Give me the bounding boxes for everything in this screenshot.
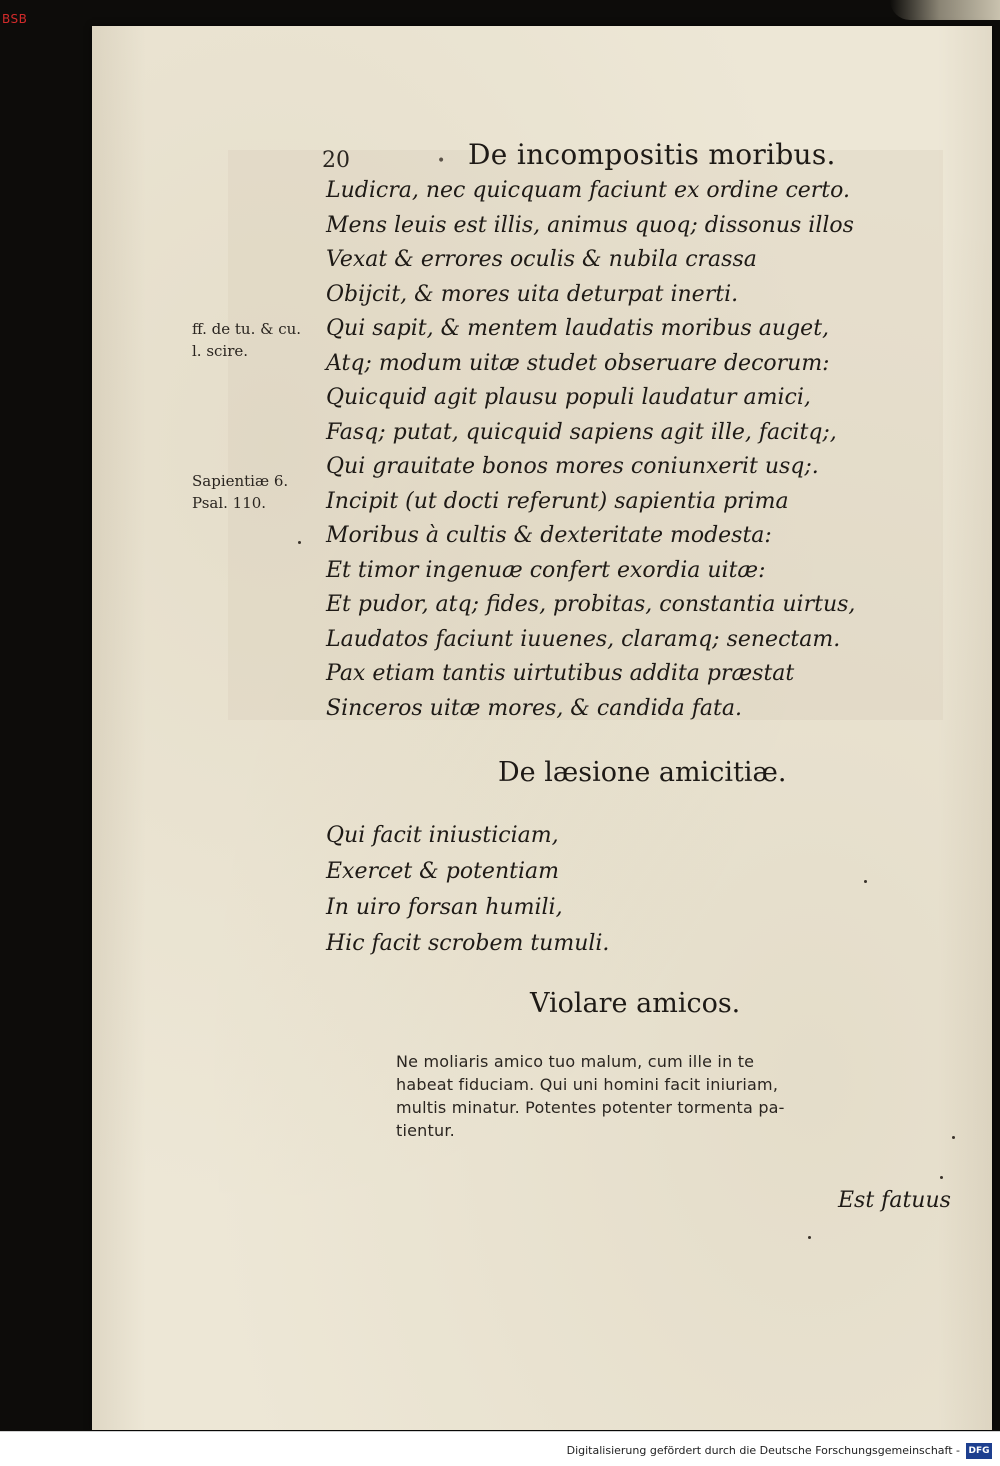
verse-line: Sinceros uitæ mores, & candida fata. (326, 695, 743, 721)
ink-speck (808, 1236, 811, 1239)
ink-speck (952, 1136, 955, 1139)
prose-line: Ne moliaris amico tuo malum, cum ille in te (396, 1052, 755, 1071)
verse-line: Qui facit iniusticiam, (326, 823, 559, 848)
verse-line: Quicquid agit plausu populi laudatur amici, (326, 385, 811, 410)
verse-line: In uiro forsan humili, (326, 895, 563, 920)
main-verse (326, 174, 856, 726)
verse-line: Fasq; putat, quicquid sapiens agit ille, facitq;, (326, 419, 837, 445)
verse-line: Obijcit, & mores uita deturpat inerti. (326, 281, 739, 307)
dfg-logo[interactable]: DFG (966, 1443, 992, 1459)
verse-line: Et pudor, atq; fides, probitas, constantia uirtus, (326, 592, 856, 617)
margin-note-line: l. scire. (192, 342, 249, 360)
ink-speck (298, 541, 301, 544)
short-verse (326, 818, 726, 962)
margin-note-scripture-citation (192, 470, 288, 514)
verse-line: Laudatos faciunt iuuenes, claramq; senectam. (326, 626, 841, 652)
margin-note-line: ff. de tu. & cu. (192, 320, 302, 338)
catchword: Est fatuus (838, 1188, 951, 1213)
verse-line: Pax etiam tantis uirtutibus addita præstat (326, 661, 795, 686)
verse-line: Hic facit scrobem tumuli. (326, 931, 610, 956)
bsb-library-mark: BSB (2, 12, 28, 26)
page-number: 20 (322, 148, 350, 173)
prose-line: habeat fiduciam. Qui uni homini facit iniuriam, (396, 1075, 779, 1094)
verse-line: Et timor ingenuæ confert exordia uitæ: (326, 557, 766, 583)
verse-line: Atq; modum uitæ studet obseruare decorum: (326, 350, 830, 376)
running-head: De incompositis moribus. (468, 138, 836, 171)
verse-line: Mens leuis est illis, animus quoq; dissonus illos (326, 212, 854, 238)
funding-credit: Digitalisierung gefördert durch die Deutsche Forschungsgemeinschaft - (566, 1444, 960, 1457)
footer-bar (0, 1431, 1000, 1466)
prose-line: multis minatur. Potentes potenter tormenta pa- (396, 1098, 785, 1117)
page-corner (890, 0, 1000, 20)
verse-line: Qui sapit, & mentem laudatis moribus auget, (326, 316, 830, 341)
ink-speck (940, 1176, 943, 1179)
verse-line: Qui grauitate bonos mores coniunxerit usq;. (326, 454, 819, 479)
margin-note-law-citation (192, 318, 301, 362)
prose-paragraph (396, 1050, 874, 1142)
section-heading: De læsione amicitiæ. (498, 757, 787, 788)
margin-note-line: Psal. 110. (192, 494, 267, 512)
ink-speck (864, 880, 867, 883)
verse-line: Vexat & errores oculis & nubila crassa (326, 247, 757, 272)
verse-line: Moribus à cultis & dexteritate modesta: (326, 523, 772, 548)
verse-line: Ludicra, nec quicquam faciunt ex ordine certo. (326, 178, 850, 203)
verse-line: Incipit (ut docti referunt) sapientia prima (326, 488, 789, 514)
margin-note-line: Sapientiæ 6. (192, 472, 289, 490)
ornament-dot: • (437, 153, 446, 169)
section-heading: Violare amicos. (530, 988, 741, 1019)
prose-line: tientur. (396, 1121, 455, 1140)
verse-line: Exercet & potentiam (326, 859, 559, 884)
